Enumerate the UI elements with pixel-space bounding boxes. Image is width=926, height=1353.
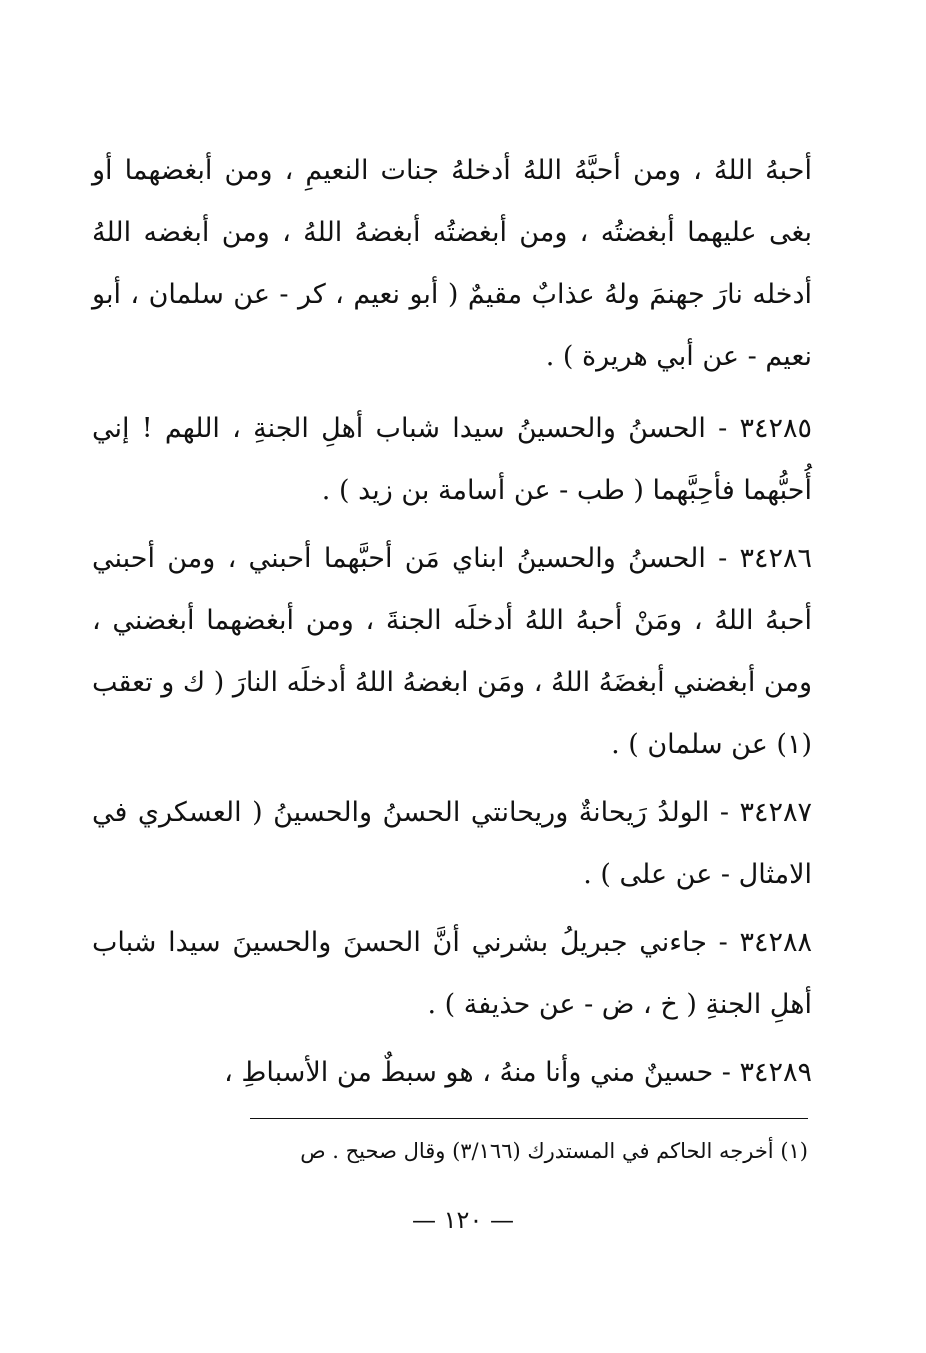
hadith-34287: ٣٤٢٨٧ - الولدُ رَيحانةٌ وريحانتي الحسنُ والحسينُ ( العسكري في الامثال - عن على ) . bbox=[92, 797, 812, 890]
hadith-34286: ٣٤٢٨٦ - الحسنُ والحسينُ ابناي مَن أحبَّهما أحبني ، ومن أحبني أحبهُ اللهُ ، ومَنْ أحبهُ اللهُ أدخلَه الجنةَ ، ومن أبغضهما أبغضني ، ومن أبغضني أبغضَهُ اللهُ ، ومَن ابغضهُ اللهُ أدخلَه النارَ ( ك و تعقب (١) عن سلمان ) . bbox=[92, 543, 812, 760]
hadith-34289: ٣٤٢٨٩ - حسينٌ مني وأنا منهُ ، هو سبطٌ من الأسباطِ ، bbox=[224, 1057, 812, 1088]
hadith-34288: ٣٤٢٨٨ - جاءني جبريلُ بشرني أنَّ الحسنَ والحسينَ سيدا شباب أهلِ الجنةِ ( خ ، ض - عن حذيفة ) . bbox=[92, 927, 812, 1020]
hadith-34285: ٣٤٢٨٥ - الحسنُ والحسينُ سيدا شباب أهلِ الجنةِ ، اللهم ! إني أُحبُّهما فأحِبَّهما ( طب - عن أسامة بن زيد ) . bbox=[92, 413, 812, 506]
footnote-divider bbox=[250, 1118, 808, 1119]
paragraph-continuation: أحبهُ اللهُ ، ومن أحبَّهُ اللهُ أدخلهُ جنات النعيمِ ، ومن أبغضهما أو بغى عليهما أبغضتُه ، ومن أبغضتُه أبغضهُ اللهُ ، ومن أبغضه اللهُ أدخله نارَ جهنمَ ولهُ عذابٌ مقيمٌ ( أبو نعيم ، كر - عن سلمان ، أبو نعيم - عن أبي هريرة ) . bbox=[92, 155, 812, 372]
page-number: — ١٢٠ — bbox=[412, 1206, 514, 1234]
body-text bbox=[92, 140, 812, 1110]
footnote: (١) أخرجه الحاكم في المستدرك (٣/١٦٦) وقال صحيح . ص bbox=[300, 1139, 808, 1163]
